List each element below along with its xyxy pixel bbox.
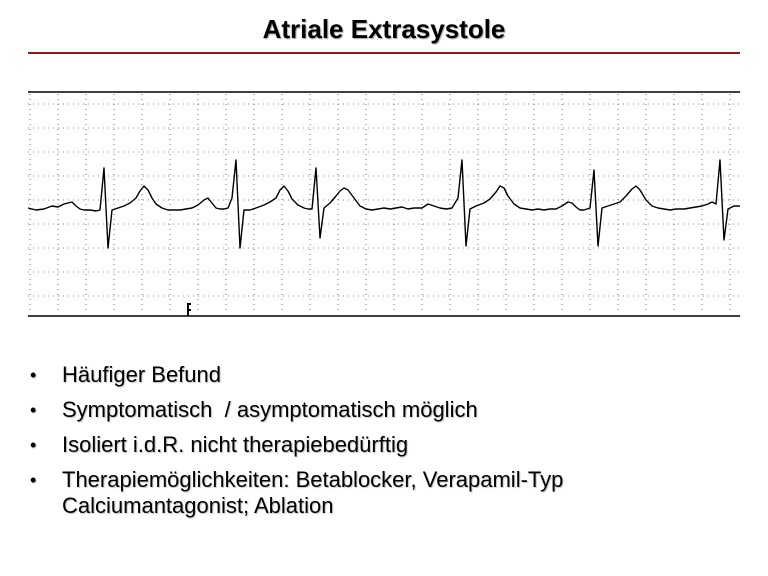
bullet-text: Isoliert i.d.R. nicht therapiebedürftig xyxy=(62,432,409,457)
ecg-grid xyxy=(28,94,740,314)
bullet-text: Häufiger Befund xyxy=(62,362,221,387)
slide-title: Atriale Extrasystole xyxy=(262,14,506,44)
ecg-strip-image xyxy=(28,88,740,320)
bullet-list xyxy=(30,362,740,528)
bullet-marker: • xyxy=(30,365,37,385)
bullet-text: Therapiemöglichkeiten: Betablocker, Verapamil-Typ Calciumantagonist; Ablation xyxy=(62,467,564,518)
ecg-trace xyxy=(28,160,740,248)
bullet-item xyxy=(30,432,740,458)
bullet-item xyxy=(30,467,740,519)
bullet-marker: • xyxy=(30,435,37,455)
bullet-text: Symptomatisch / asymptomatisch möglich xyxy=(62,397,478,422)
calibration-mark xyxy=(188,304,191,316)
bullet-item xyxy=(30,397,740,423)
bullet-marker: • xyxy=(30,470,37,490)
bullet-marker: • xyxy=(30,400,37,420)
bullet-item xyxy=(30,362,740,388)
title-divider xyxy=(28,52,740,54)
